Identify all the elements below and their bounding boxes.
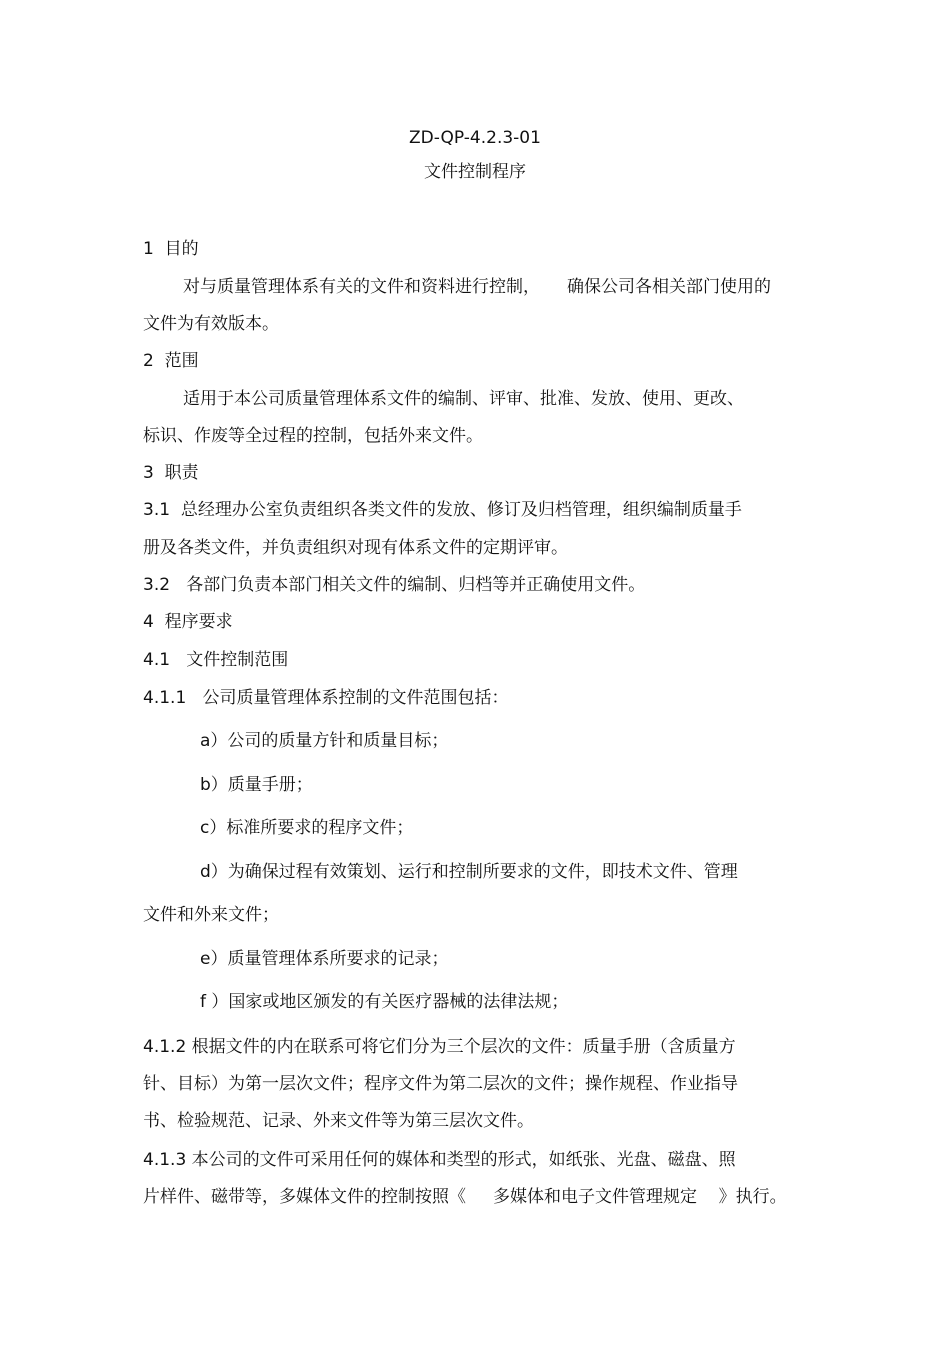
list-item: f ）国家或地区颁发的有关医疗器械的法律法规； [200,992,569,1012]
paragraph-line: 4.1.3 本公司的文件可采用任何的媒体和类型的形式，如纸张、光盘、磁盘、照 [143,1150,736,1170]
paragraph-line: 标识、作废等全过程的控制，包括外来文件。 [143,426,483,446]
paragraph-line: 书、检验规范、记录、外来文件等为第三层次文件。 [143,1111,534,1131]
paragraph-line: 3.2 各部门负责本部门相关文件的编制、归档等并正确使用文件。 [143,575,646,595]
list-item: c）标准所要求的程序文件； [200,818,414,838]
paragraph-line: 4.1.1 公司质量管理体系控制的文件范围包括： [143,688,509,708]
section-3-heading: 3 职责 [143,463,199,483]
list-item: e）质量管理体系所要求的记录； [200,949,449,969]
list-item: b）质量手册； [200,775,313,795]
paragraph-line: 3.1 总经理办公室负责组织各类文件的发放、修订及归档管理，组织编制质量手 [143,500,742,520]
paragraph-line: 4.1.2 根据文件的内在联系可将它们分为三个层次的文件：质量手册（含质量方 [143,1037,736,1057]
paragraph-line: 片样件、磁带等，多媒体文件的控制按照《 多媒体和电子文件管理规定 》执行。 [143,1187,787,1207]
section-4-heading: 4 程序要求 [143,612,233,632]
list-item: a）公司的质量方针和质量目标； [200,731,449,751]
document-code: ZD-QP-4.2.3-01 [409,128,541,148]
paragraph-line: 针、目标）为第一层次文件；程序文件为第二层次的文件；操作规程、作业指导 [143,1074,738,1094]
section-2-heading: 2 范围 [143,351,199,371]
list-item-continuation: 文件和外来文件； [143,905,279,925]
document-title: 文件控制程序 [424,162,526,182]
paragraph-line: 册及各类文件，并负责组织对现有体系文件的定期评审。 [143,538,568,558]
section-1-heading: 1 目的 [143,239,199,259]
paragraph-line: 对与质量管理体系有关的文件和资料进行控制， 确保公司各相关部门使用的 [183,277,772,297]
paragraph-line: 文件为有效版本。 [143,314,279,334]
paragraph-line: 适用于本公司质量管理体系文件的编制、评审、批准、发放、使用、更改、 [183,389,744,409]
subsection-heading: 4.1 文件控制范围 [143,650,289,670]
list-item: d）为确保过程有效策划、运行和控制所要求的文件，即技术文件、管理 [200,862,738,882]
